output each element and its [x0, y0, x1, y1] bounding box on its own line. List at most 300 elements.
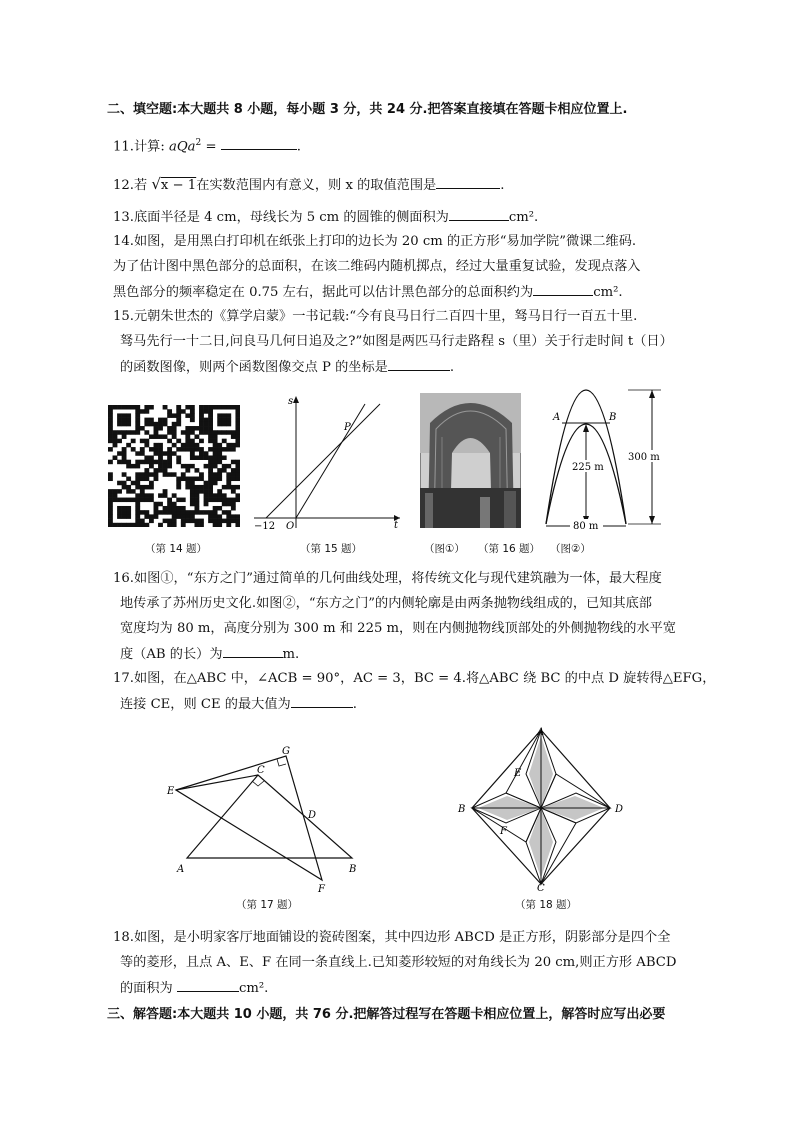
qr-module: [135, 481, 140, 486]
qr-module: [122, 485, 127, 490]
qr-module: [108, 472, 113, 477]
qr-module: [208, 493, 213, 498]
qr-module: [144, 514, 149, 519]
qr-module: [199, 451, 204, 456]
qr-module: [194, 443, 199, 448]
qr-module: [158, 443, 163, 448]
qr-module: [204, 510, 209, 515]
qr-module: [208, 489, 213, 494]
qr-module: [167, 519, 172, 524]
qr-module: [190, 439, 195, 444]
qr-module: [158, 523, 163, 527]
qr-code-figure: [108, 405, 240, 527]
qr-module: [208, 409, 213, 414]
caption-17: （第 17 题）: [236, 899, 299, 911]
qr-module: [181, 498, 186, 503]
qr-module: [213, 443, 218, 448]
qr-module: [163, 510, 168, 515]
qr-module: [140, 460, 145, 465]
qr-module: [122, 430, 127, 435]
qr-module: [135, 422, 140, 427]
qr-module: [135, 502, 140, 507]
qr-module: [222, 485, 227, 490]
qr-module: [172, 443, 177, 448]
s-axis-arrow: [293, 396, 299, 403]
qr-module: [176, 514, 181, 519]
qr-module: [217, 514, 222, 519]
qr-module: [222, 498, 227, 503]
qr-module: [113, 455, 118, 460]
qr-module: [226, 413, 231, 418]
qr-module: [176, 477, 181, 482]
qr-module: [208, 519, 213, 524]
qr-module: [208, 405, 213, 410]
qr-module: [208, 485, 213, 490]
qr-module: [217, 489, 222, 494]
qr-module: [213, 481, 218, 486]
qr-module: [199, 409, 204, 414]
qr-module: [208, 481, 213, 486]
qr-module: [213, 455, 218, 460]
qr-module: [226, 477, 231, 482]
qr-module: [108, 430, 113, 435]
qr-module: [213, 447, 218, 452]
qr-module: [208, 477, 213, 482]
qr-module: [172, 523, 177, 527]
qr-module: [235, 426, 240, 431]
qr-module: [149, 519, 154, 524]
qr-module: [163, 418, 168, 423]
qr-module: [231, 447, 236, 452]
qr-module: [199, 405, 204, 410]
qr-module: [190, 510, 195, 515]
qr-module: [181, 447, 186, 452]
qr-module: [131, 430, 136, 435]
qr-module: [113, 489, 118, 494]
qr-module: [172, 506, 177, 511]
qr-module: [135, 506, 140, 511]
answer-blank-13[interactable]: [449, 208, 509, 221]
qr-module: [117, 523, 122, 527]
qr-module: [194, 468, 199, 473]
q12-radicand: x − 1: [160, 178, 197, 193]
qr-module: [213, 519, 218, 524]
qr-module: [199, 485, 204, 490]
qr-module: [222, 430, 227, 435]
qr-module: [176, 481, 181, 486]
qr-module: [231, 472, 236, 477]
qr-module: [226, 472, 231, 477]
qr-module: [190, 443, 195, 448]
qr-module: [149, 485, 154, 490]
qr-module: [213, 451, 218, 456]
qr-module: [208, 418, 213, 423]
qr-module: [158, 434, 163, 439]
qr-module: [199, 510, 204, 515]
qr-module: [135, 519, 140, 524]
qr-module: [190, 413, 195, 418]
qr-module: [213, 439, 218, 444]
q15-line-2: 驽马先行一十二日,问良马几何日追及之?”如图是两匹马行走路程 s（里）关于行走时间 t（日）: [120, 334, 673, 349]
qr-module: [190, 519, 195, 524]
qr-module: [235, 472, 240, 477]
qr-module: [122, 455, 127, 460]
qr-module: [108, 426, 113, 431]
answer-blank-11[interactable]: [221, 137, 297, 150]
qr-module: [172, 514, 177, 519]
q14-line-2: 为了估计图中黑色部分的总面积，在该二维码内随机掷点，经过大量重复试验，发现点落入: [113, 259, 641, 274]
qr-module: [135, 413, 140, 418]
qr-module: [140, 493, 145, 498]
qr-module: [222, 464, 227, 469]
q14-line-1: 14.如图，是用黑白打印机在纸张上打印的边长为 20 cm 的正方形“易加学院”微课二维码.: [113, 234, 637, 249]
answer-blank-18[interactable]: [177, 979, 239, 992]
qr-module: [135, 493, 140, 498]
qr-module: [208, 472, 213, 477]
qr-module: [149, 447, 154, 452]
qr-module: [140, 472, 145, 477]
qr-module: [108, 413, 113, 418]
qr-module: [163, 464, 168, 469]
qr-module: [199, 523, 204, 527]
qr-module: [135, 464, 140, 469]
qr-module: [140, 451, 145, 456]
qr-module: [122, 506, 127, 511]
qr-module: [235, 422, 240, 427]
inner-height-label: 225 m: [572, 462, 604, 473]
qr-module: [217, 460, 222, 465]
qr-module: [135, 409, 140, 414]
point-e-label: E: [167, 786, 175, 797]
qr-module: [108, 506, 113, 511]
qr-module: [185, 464, 190, 469]
qr-module: [135, 523, 140, 527]
qr-module: [194, 493, 199, 498]
qr-module: [131, 481, 136, 486]
q15-line-1: 15.元朝朱世杰的《算学启蒙》一书记载:“今有良马日行二百四十里，驽马日行一百五十里.: [113, 309, 638, 324]
qr-module: [231, 514, 236, 519]
q16-line-3: 宽度均为 80 m，高度分别为 300 m 和 225 m，则在内侧抛物线顶部处的外侧抛物线的水平宽: [120, 621, 676, 636]
qr-module: [167, 506, 172, 511]
qr-module: [135, 405, 140, 410]
function-graph-figure: [250, 392, 400, 532]
q18-line-3: [120, 979, 268, 998]
qr-module: [235, 514, 240, 519]
qr-module: [154, 506, 159, 511]
qr-module: [149, 472, 154, 477]
point-a-label: A: [177, 864, 185, 875]
qr-module: [117, 439, 122, 444]
qr-module: [131, 523, 136, 527]
qr-module: [144, 523, 149, 527]
qr-module: [231, 430, 236, 435]
point-b-label: B: [609, 412, 617, 423]
qr-module: [154, 468, 159, 473]
qr-module: [122, 523, 127, 527]
qr-module: [167, 409, 172, 414]
point-b-label: B: [458, 804, 466, 815]
qr-module: [117, 422, 122, 427]
qr-module: [126, 405, 131, 410]
qr-module: [217, 405, 222, 410]
qr-module: [135, 477, 140, 482]
qr-module: [144, 510, 149, 515]
qr-module: [185, 439, 190, 444]
qr-module: [117, 430, 122, 435]
qr-module: [158, 447, 163, 452]
qr-module: [131, 489, 136, 494]
qr-module: [117, 418, 122, 423]
qr-module: [213, 472, 218, 477]
q15-line-3: [120, 358, 454, 377]
qr-module: [235, 434, 240, 439]
qr-module: [235, 460, 240, 465]
qr-module: [167, 426, 172, 431]
q18-line-3-text: 的面积为: [120, 981, 173, 996]
qr-module: [135, 460, 140, 465]
qr-module: [213, 493, 218, 498]
qr-module: [235, 439, 240, 444]
qr-module: [154, 426, 159, 431]
qr-module: [204, 430, 209, 435]
qr-module: [113, 443, 118, 448]
qr-module: [231, 506, 236, 511]
qr-module: [213, 405, 218, 410]
qr-module: [149, 434, 154, 439]
qr-module: [222, 510, 227, 515]
qr-module: [185, 481, 190, 486]
qr-module: [181, 443, 186, 448]
q16-line-4-text: 度（AB 的长）为: [120, 647, 223, 662]
qr-module: [190, 409, 195, 414]
qr-module: [194, 510, 199, 515]
q16-unit: m.: [282, 647, 300, 662]
q11-expression: aQa: [168, 139, 196, 155]
qr-module: [222, 439, 227, 444]
qr-module: [213, 498, 218, 503]
qr-module: [144, 439, 149, 444]
qr-module: [231, 405, 236, 410]
qr-module: [194, 489, 199, 494]
qr-module: [108, 510, 113, 515]
tile-pattern-figure: [456, 724, 628, 892]
qr-module: [158, 422, 163, 427]
qr-module: [113, 434, 118, 439]
qr-module: [158, 510, 163, 515]
qr-module: [144, 430, 149, 435]
qr-module: [108, 523, 113, 527]
qr-module: [126, 443, 131, 448]
qr-module: [226, 422, 231, 427]
qr-module: [122, 498, 127, 503]
qr-module: [204, 451, 209, 456]
qr-module: [144, 472, 149, 477]
qr-module: [122, 447, 127, 452]
qr-module: [108, 405, 113, 410]
qr-module: [199, 430, 204, 435]
triangle-efg: [176, 756, 322, 880]
qr-module: [126, 464, 131, 469]
qr-module: [226, 502, 231, 507]
triangle-abc: [187, 775, 352, 858]
qr-module: [199, 455, 204, 460]
question-12: 12.若 √x − 1在实数范围内有意义，则 x 的取值范围是 .: [113, 175, 505, 193]
outer-height-label: 300 m: [628, 452, 660, 463]
qr-module: [190, 464, 195, 469]
answer-blank-14[interactable]: [533, 283, 593, 296]
qr-module: [190, 493, 195, 498]
qr-module: [213, 430, 218, 435]
qr-module: [181, 477, 186, 482]
q15-line-3-text: 的函数图像，则两个函数图像交点 P 的坐标是: [120, 360, 388, 375]
qr-module: [185, 519, 190, 524]
qr-module: [226, 405, 231, 410]
qr-module: [108, 502, 113, 507]
qr-module: [122, 451, 127, 456]
qr-module: [163, 451, 168, 456]
qr-module: [226, 464, 231, 469]
qr-module: [122, 422, 127, 427]
qr-module: [204, 481, 209, 486]
qr-module: [204, 426, 209, 431]
answer-blank-15[interactable]: [388, 358, 450, 371]
qr-module: [140, 519, 145, 524]
qr-module: [217, 451, 222, 456]
qr-module: [226, 510, 231, 515]
answer-blank-17[interactable]: [291, 695, 353, 708]
qr-module: [176, 447, 181, 452]
neg12-label: −12: [254, 521, 276, 532]
qr-module: [185, 430, 190, 435]
qr-module: [199, 422, 204, 427]
qr-module: [131, 405, 136, 410]
qr-module: [140, 426, 145, 431]
qr-module: [122, 405, 127, 410]
qr-module: [108, 493, 113, 498]
qr-module: [126, 485, 131, 490]
qr-module: [126, 422, 131, 427]
qr-module: [172, 502, 177, 507]
caption-16-fig2: （图②）: [550, 543, 591, 555]
qr-module: [131, 439, 136, 444]
qr-module: [190, 455, 195, 460]
q18-line-1: 18.如图，是小明家客厅地面铺设的瓷砖图案，其中四边形 ABCD 是正方形，阴影部分是四个全: [113, 930, 671, 945]
qr-module: [158, 451, 163, 456]
answer-blank-12[interactable]: [436, 176, 500, 189]
qr-module: [176, 418, 181, 423]
qr-module: [108, 498, 113, 503]
qr-module: [135, 418, 140, 423]
qr-module: [190, 426, 195, 431]
qr-module: [217, 418, 222, 423]
qr-module: [208, 439, 213, 444]
qr-module: [222, 519, 227, 524]
qr-module: [122, 434, 127, 439]
qr-module: [185, 485, 190, 490]
qr-module: [190, 498, 195, 503]
q15-end: .: [449, 360, 455, 375]
qr-module: [135, 472, 140, 477]
qr-module: [172, 519, 177, 524]
q16-line-4: [120, 645, 299, 664]
qr-module: [231, 434, 236, 439]
qr-module: [154, 434, 159, 439]
qr-module: [213, 510, 218, 515]
qr-module: [163, 468, 168, 473]
caption-16: （第 16 题）: [478, 543, 541, 555]
parabola-diagram: [536, 384, 666, 538]
qr-module: [144, 468, 149, 473]
qr-module: [167, 510, 172, 515]
qr-module: [126, 523, 131, 527]
qr-module: [235, 405, 240, 410]
question-11: [113, 134, 301, 156]
qr-module: [235, 413, 240, 418]
qr-module: [167, 447, 172, 452]
qr-module: [235, 443, 240, 448]
qr-module: [208, 413, 213, 418]
qr-module: [194, 519, 199, 524]
qr-module: [217, 447, 222, 452]
qr-module: [231, 460, 236, 465]
qr-module: [108, 477, 113, 482]
qr-module: [172, 426, 177, 431]
qr-module: [163, 472, 168, 477]
qr-module: [158, 464, 163, 469]
qr-module: [199, 489, 204, 494]
qr-module: [163, 519, 168, 524]
point-a-label: A: [553, 412, 561, 423]
q17-line-1: 17.如图，在△ABC 中，∠ACB = 90°，AC = 3，BC = 4.将△ABC 绕 BC 的中点 D 旋转得△EFG，: [113, 671, 716, 686]
qr-module: [176, 405, 181, 410]
point-g-label: G: [282, 746, 290, 757]
q13-text: 13.底面半径是 4 cm，母线长为 5 cm 的圆锥的侧面积为: [113, 210, 449, 225]
qr-module: [167, 498, 172, 503]
qr-module: [190, 485, 195, 490]
qr-module: [163, 422, 168, 427]
qr-module: [163, 493, 168, 498]
qr-module: [185, 426, 190, 431]
qr-module: [131, 498, 136, 503]
qr-module: [167, 439, 172, 444]
answer-blank-16[interactable]: [223, 645, 283, 658]
qr-module: [154, 472, 159, 477]
qr-module: [176, 413, 181, 418]
qr-module: [204, 464, 209, 469]
qr-module: [231, 502, 236, 507]
qr-module: [126, 489, 131, 494]
qr-module: [172, 451, 177, 456]
qr-module: [154, 502, 159, 507]
qr-module: [204, 422, 209, 427]
qr-module: [235, 498, 240, 503]
qr-module: [154, 510, 159, 515]
qr-module: [213, 477, 218, 482]
q17-line-2-text: 连接 CE，则 CE 的最大值为: [120, 697, 291, 712]
qr-module: [113, 430, 118, 435]
t-axis-label: t: [394, 520, 399, 531]
qr-module: [117, 413, 122, 418]
qr-module: [235, 519, 240, 524]
qr-module: [217, 468, 222, 473]
qr-module: [181, 523, 186, 527]
qr-module: [226, 485, 231, 490]
qr-module: [213, 514, 218, 519]
qr-module: [144, 405, 149, 410]
qr-module: [222, 422, 227, 427]
qr-module: [140, 477, 145, 482]
qr-module: [222, 502, 227, 507]
